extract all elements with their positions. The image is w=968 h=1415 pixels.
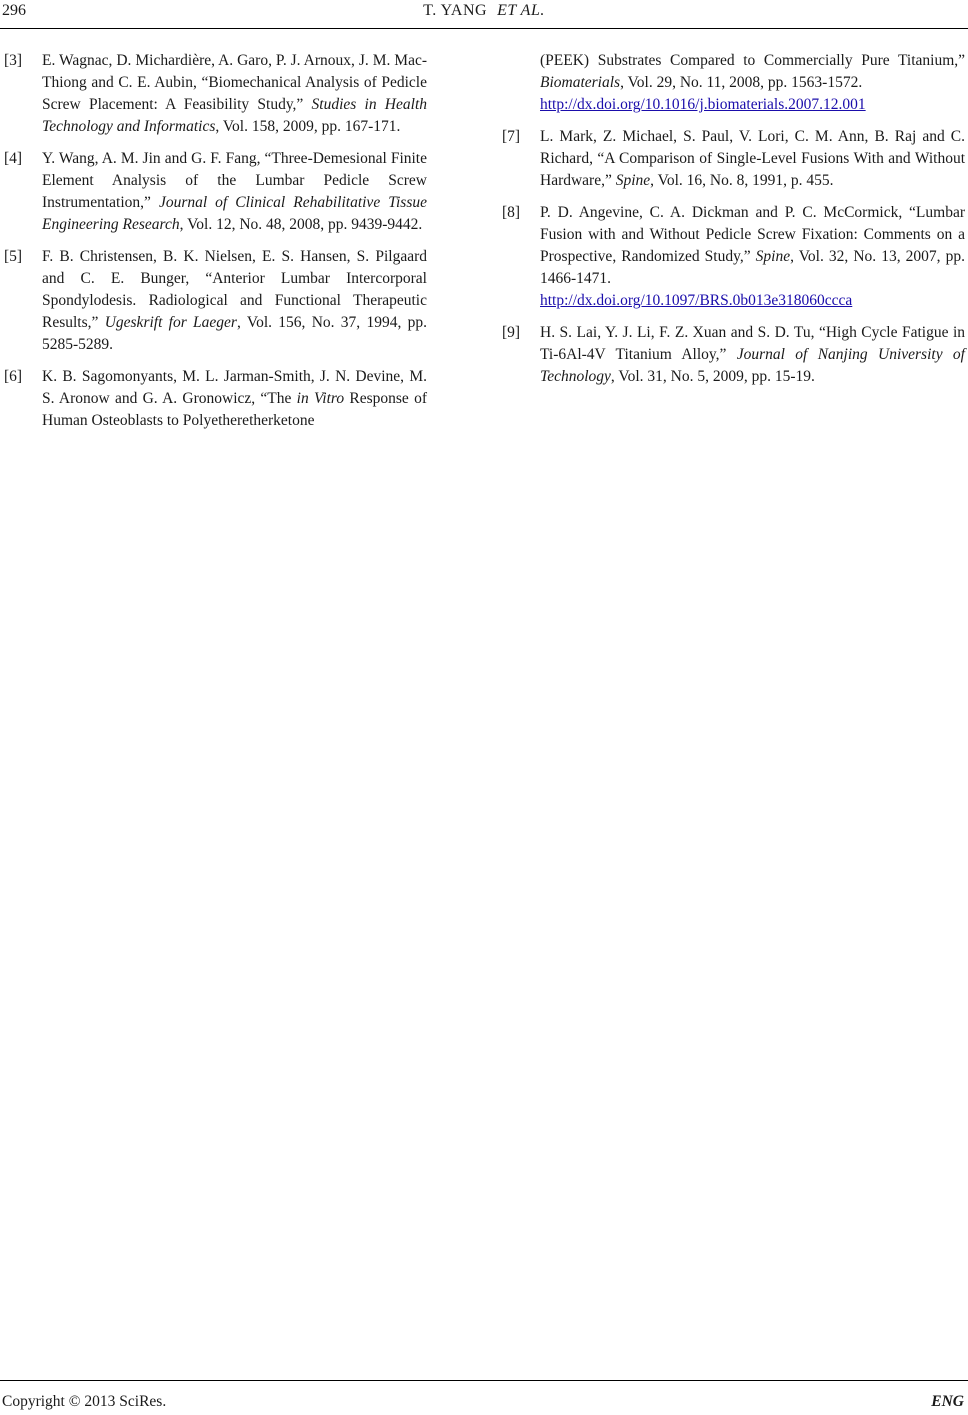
reference-text [42,246,427,356]
reference-item [502,50,965,116]
reference-item [4,50,427,138]
doi-link[interactable]: http://dx.doi.org/10.1016/j.biomaterials.2007.12.001 [540,96,866,113]
reference-text [540,322,965,388]
reference-text [540,202,965,312]
page-footer [0,1380,968,1415]
reference-text-segment: E. Wagnac, D. Michardière, A. Garo, P. J. Arnoux, J. M. Mac-Thiong and C. E. Aubin, “Biomechanical Analysis of Pedicle Screw Placement: A Feasibility Study,” [42,52,427,113]
references-left-column [4,50,427,442]
reference-source-title: in Vitro [296,390,345,407]
reference-text-segment: H. S. Lai, Y. J. Li, F. Z. Xuan and S. D. Tu, “High Cycle Fatigue in Ti-6Al-4V Titanium Alloy,” [540,324,965,363]
reference-text [42,148,427,236]
reference-number: [8] [502,204,521,221]
reference-source-title: Journal of Clinical Rehabilitative Tissue Engineering Research [42,194,427,233]
reference-source-title: Journal of Nanjing University of Technology [540,346,965,385]
reference-text-segment: Y. Wang, A. M. Jin and G. F. Fang, “Three-Demesional Finite Element Analysis of the Lumbar Pedicle Screw Instrumentation,” [42,150,427,211]
reference-number: [6] [4,368,23,385]
reference-text-segment: , Vol. 158, 2009, pp. 167-171. [215,118,401,135]
reference-text-segment: , Vol. 16, No. 8, 1991, p. 455. [650,172,834,189]
reference-text-segment: (PEEK) Substrates Compared to Commercially Pure Titanium,” [540,52,965,69]
reference-text-segment: , Vol. 31, No. 5, 2009, pp. 15-19. [610,368,815,385]
reference-number: [4] [4,150,23,167]
doi-link[interactable]: http://dx.doi.org/10.1097/BRS.0b013e318060ccca [540,292,853,309]
reference-text-segment: K. B. Sagomonyants, M. L. Jarman-Smith, J. N. Devine, M. S. Aronow and G. A. Gronowicz, “The [42,368,427,407]
reference-number: [5] [4,248,23,265]
reference-item [4,246,427,356]
page-number: 296 [2,2,26,19]
reference-item [4,148,427,236]
reference-source-title: Spine [615,172,651,189]
reference-text [540,50,965,116]
reference-number: [7] [502,128,521,145]
reference-text [540,126,965,192]
reference-source-title: Studies in Health Technology and Informatics [42,96,427,135]
references-right-column [502,50,965,398]
reference-source-title: Ugeskrift for Laeger [104,314,237,331]
running-head-etal: ET AL. [497,2,545,19]
running-header [0,0,968,29]
reference-text-segment: , Vol. 29, No. 11, 2008, pp. 1563-1572. [620,74,863,91]
reference-number: [9] [502,324,521,341]
running-head-authors [0,2,968,20]
reference-text-segment: Response of Human Osteoblasts to Polyetheretherketone [42,390,427,429]
reference-text-segment: , Vol. 156, No. 37, 1994, pp. 5285-5289. [42,314,428,353]
running-head-author: T. YANG [423,2,488,19]
journal-abbrev: ENG [931,1393,964,1410]
reference-text-segment: F. B. Christensen, B. K. Nielsen, E. S. Hansen, S. Pilgaard and C. E. Bunger, “Anterior Lumbar Intercorporal Spondylodesis. Radiological and Functional Therapeutic Results,” [42,248,427,331]
reference-text [42,366,427,432]
reference-number: [3] [4,52,23,69]
reference-text-segment: L. Mark, Z. Michael, S. Paul, V. Lori, C. M. Ann, B. Raj and C. Richard, “A Comparison of Single-Level Fusions With and Without Hardware,” [540,128,965,189]
reference-text [42,50,427,138]
reference-text-segment: P. D. Angevine, C. A. Dickman and P. C. McCormick, “Lumbar Fusion with and Without Pedicle Screw Fixation: Comments on a Prospective, Randomized Study,” [540,204,965,265]
reference-item [502,322,965,388]
reference-item [502,202,965,312]
reference-item [4,366,427,432]
reference-source-title: Biomaterials [540,74,621,91]
reference-source-title: Spine [755,248,791,265]
reference-text-segment: , Vol. 12, No. 48, 2008, pp. 9439-9442. [179,216,423,233]
reference-item [502,126,965,192]
copyright-notice: Copyright © 2013 SciRes. [2,1393,167,1410]
reference-text-segment: , Vol. 32, No. 13, 2007, pp. 1466-1471. [540,248,965,287]
